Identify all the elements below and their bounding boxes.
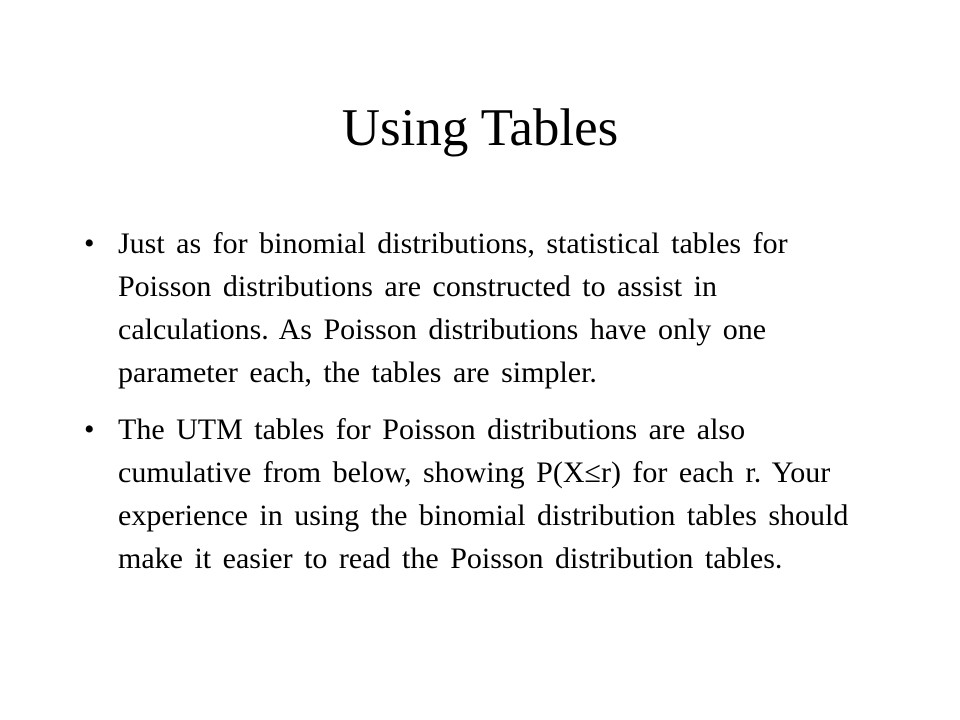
bullet-icon: • bbox=[84, 227, 95, 260]
bullet-list bbox=[84, 222, 874, 594]
bullet-item bbox=[84, 408, 874, 580]
bullet-text: The UTM tables for Poisson distributions are also cumulative from below, showing P(X≤r) for each r. Your experience in using the binomial distribution tables should make it easier to read the Poisson distribution tables. bbox=[118, 413, 849, 575]
bullet-item bbox=[84, 222, 874, 394]
bullet-icon: • bbox=[84, 413, 95, 446]
bullet-text: Just as for binomial distributions, statistical tables for Poisson distributions are constructed to assist in calculations. As Poisson distributions have only one parameter each, the tables are simpler. bbox=[118, 227, 788, 389]
slide-title: Using Tables bbox=[341, 99, 619, 157]
